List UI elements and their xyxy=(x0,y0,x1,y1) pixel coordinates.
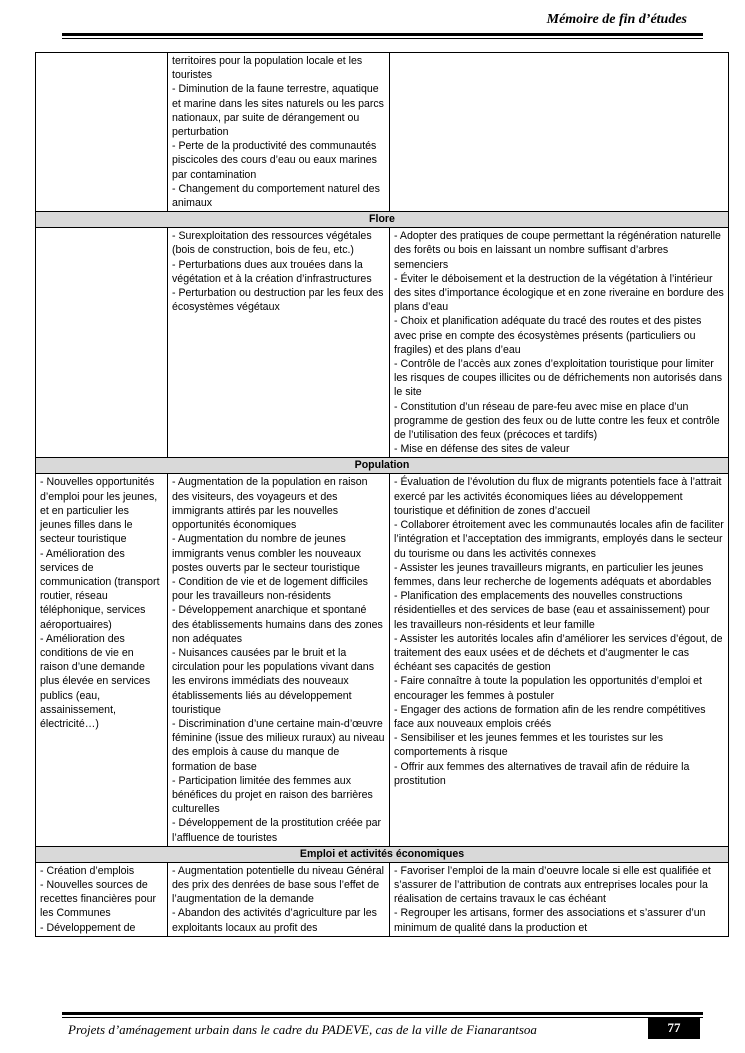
cell-bullet-item: - Assister les autorités locales afin d’améliorer les services d’égout, de traitement des eaux usées et de déchets et d’augmenter le cas échéant ses capacités de gestion xyxy=(394,632,723,674)
cell-bullet-item: - Favoriser l’emploi de la main d’oeuvre locale si elle est qualifiée et s’assurer de l’attribution de contrats aux entreprises locales pour la réalisation de certains travaux le cas échéant xyxy=(394,864,711,906)
cell-bullet-item: - Regrouper les artisans, former des associations et s’assurer d’un minimum de qualité dans la production et xyxy=(394,907,706,934)
cell-bullet-item: - Contrôle de l’accès aux zones d’exploitation touristique pour limiter les risques de coupes illicites ou de défrichements non autorisés dans le site xyxy=(394,358,723,399)
cell-mitigation xyxy=(390,862,729,936)
table-row-population xyxy=(36,474,729,846)
cell-bullet-item: - Condition de vie et de logement difficiles pour les travailleurs non-résidents xyxy=(172,575,368,603)
cell-bullet-item: - Perturbation ou destruction par les feux des écosystèmes végétaux xyxy=(172,287,384,314)
cell-negative-impacts xyxy=(168,862,390,936)
cell-positive-impacts xyxy=(36,474,168,846)
cell-bullet-item: - Adopter des pratiques de coupe permettant la régénération naturelle des forêts ou bois en laissant un nombre suffisant d’arbres semenciers xyxy=(394,230,721,271)
footer-text: Projets d’aménagement urbain dans le cadre du PADEVE, cas de la ville de Fianarantsoa xyxy=(68,1022,537,1037)
cell-mitigation xyxy=(390,53,729,212)
cell-bullet-item: - Éviter le déboisement et la destruction de la végétation à l’intérieur des sites d’importance écologique et en zone riveraine en bordure des plans d’eau xyxy=(394,272,724,314)
cell-bullet-item: - Augmentation potentielle du niveau Général des prix des denrées de base sous l’effet de l’augmentation de la demande xyxy=(172,864,385,906)
cell-bullet-item: - Évaluation de l’évolution du flux de migrants potentiels face à l’attrait exercé par les activités économiques liées au développement touristique et définition de zones d’accueil xyxy=(394,476,722,517)
section-row-flore xyxy=(36,212,729,228)
header-rule-thin xyxy=(62,38,703,39)
cell-bullet-item: - Discrimination d’une certaine main-d’œuvre féminine (issue des milieux ruraux) au niveau des emplois à cause du manque de formation de base xyxy=(172,717,385,773)
cell-bullet-item: - Développement de la prostitution créée par l’affluence de touristes xyxy=(172,817,382,844)
cell-mitigation xyxy=(390,228,729,458)
table-row-emploi xyxy=(36,862,729,936)
cell-bullet-item: - Constitution d’un réseau de pare-feu avec mise en place d’un programme de gestion des feux ou de lutte contre les feux et contrôle de l’utilisation des feux (précoces et tardifs) xyxy=(394,400,720,442)
page-number: 77 xyxy=(648,1017,700,1039)
cell-bullet-item: - Changement du comportement naturel des animaux xyxy=(172,182,380,210)
cell-bullet-item: - Engager des actions de formation afin de les rendre compétitives face aux nouveaux emplois créés xyxy=(394,703,706,730)
section-title-emploi: Emploi et activités économiques xyxy=(36,846,729,862)
impact-mitigation-table xyxy=(35,52,729,937)
section-row-emploi xyxy=(36,846,729,862)
cell-bullet-item: territoires pour la population locale et les touristes xyxy=(172,55,363,82)
cell-bullet-item: - Nouvelles sources de recettes financières pour les Communes xyxy=(40,878,157,920)
cell-bullet-item: - Augmentation du nombre de jeunes immigrants venus combler les nouveaux postes ouverts par le secteur touristique xyxy=(172,533,362,574)
cell-bullet-item: - Abandon des activités d’agriculture par les exploitants locaux au profit des xyxy=(172,907,377,934)
cell-bullet-item: - Mise en défense des sites de valeur xyxy=(394,443,570,456)
cell-negative-impacts xyxy=(168,53,390,212)
cell-bullet-item: - Augmentation de la population en raison des visiteurs, des voyageurs et des immigrants attirés par les nouvelles opportunités économiques xyxy=(172,476,368,532)
cell-bullet-item: - Perturbations dues aux trouées dans la végétation et à la création d’infrastructures xyxy=(172,258,372,285)
section-title-population: Population xyxy=(36,458,729,474)
cell-bullet-item: - Perte de la productivité des communautés piscicoles des cours d’eau ou eaux marines par contamination xyxy=(172,140,377,181)
table-row-flore xyxy=(36,228,729,458)
cell-bullet-item: - Amélioration des conditions de vie en raison d’une demande plus élevée en services publics (eau, assainissement, électricité…) xyxy=(40,632,151,730)
cell-positive-impacts xyxy=(36,53,168,212)
cell-bullet-item: - Choix et planification adéquate du tracé des routes et des pistes avec prise en compte des écosystèmes présents (particuliers ou fragiles) et des plans d’eau xyxy=(394,315,702,356)
section-row-population xyxy=(36,458,729,474)
page-header-title: Mémoire de fin d’études xyxy=(546,12,687,27)
cell-negative-impacts xyxy=(168,228,390,458)
cell-bullet-item: - Création d’emplois xyxy=(40,864,135,877)
cell-positive-impacts xyxy=(36,862,168,936)
cell-bullet-item: - Diminution de la faune terrestre, aquatique et marine dans les sites naturels ou les parcs nationaux, par suite de dérangement ou perturbation xyxy=(172,83,384,139)
cell-bullet-item: - Assister les jeunes travailleurs migrants, en particulier les jeunes femmes, dans leur recherche de logements adéquats et abordables xyxy=(394,561,712,588)
cell-negative-impacts xyxy=(168,474,390,846)
cell-bullet-item: - Développement de xyxy=(40,921,136,934)
cell-bullet-item: - Collaborer étroitement avec les communautés locales afin de faciliter l’intégration et l’acceptation des immigrants, employés dans le secteur du tourisme ou dans les activités connexes xyxy=(394,519,724,560)
table-row-continuation xyxy=(36,53,729,212)
header-rule xyxy=(62,33,703,36)
cell-bullet-item: - Participation limitée des femmes aux bénéfices du projet en raison des barrières culturelles xyxy=(172,774,373,816)
cell-positive-impacts xyxy=(36,228,168,458)
cell-bullet-item: - Sensibiliser et les jeunes femmes et les touristes sur les comportements à risque xyxy=(394,732,664,759)
cell-bullet-item: - Surexploitation des ressources végétales (bois de construction, bois de feu, etc.) xyxy=(172,230,372,257)
cell-bullet-item: - Nouvelles opportunités d’emploi pour les jeunes, et en particulier les jeunes filles dans le secteur touristique xyxy=(40,476,158,546)
cell-mitigation xyxy=(390,474,729,846)
footer-rule-thin xyxy=(62,1017,703,1018)
section-title-flore: Flore xyxy=(36,212,729,228)
cell-bullet-item: - Développement anarchique et spontané des établissements humains dans des zones non adéquates xyxy=(172,604,383,645)
cell-bullet-item: - Amélioration des services de communication (transport routier, réseau téléphonique, services aéroportuaires) xyxy=(40,547,160,631)
cell-bullet-item: - Offrir aux femmes des alternatives de travail afin de réduire la prostitution xyxy=(394,760,690,787)
cell-bullet-item: - Planification des emplacements des nouvelles constructions résidentielles et des services de base (eau et assainissement) pour les travailleurs non-résidents et leur famille xyxy=(394,590,710,631)
cell-bullet-item: - Nuisances causées par le bruit et la circulation pour les populations vivant dans les environs immédiats des nouveaux établissements liés au développement touristique xyxy=(172,646,374,716)
cell-bullet-item: - Faire connaître à toute la population les opportunités d’emploi et encourager les femmes à postuler xyxy=(394,675,702,702)
footer-rule xyxy=(62,1012,703,1015)
